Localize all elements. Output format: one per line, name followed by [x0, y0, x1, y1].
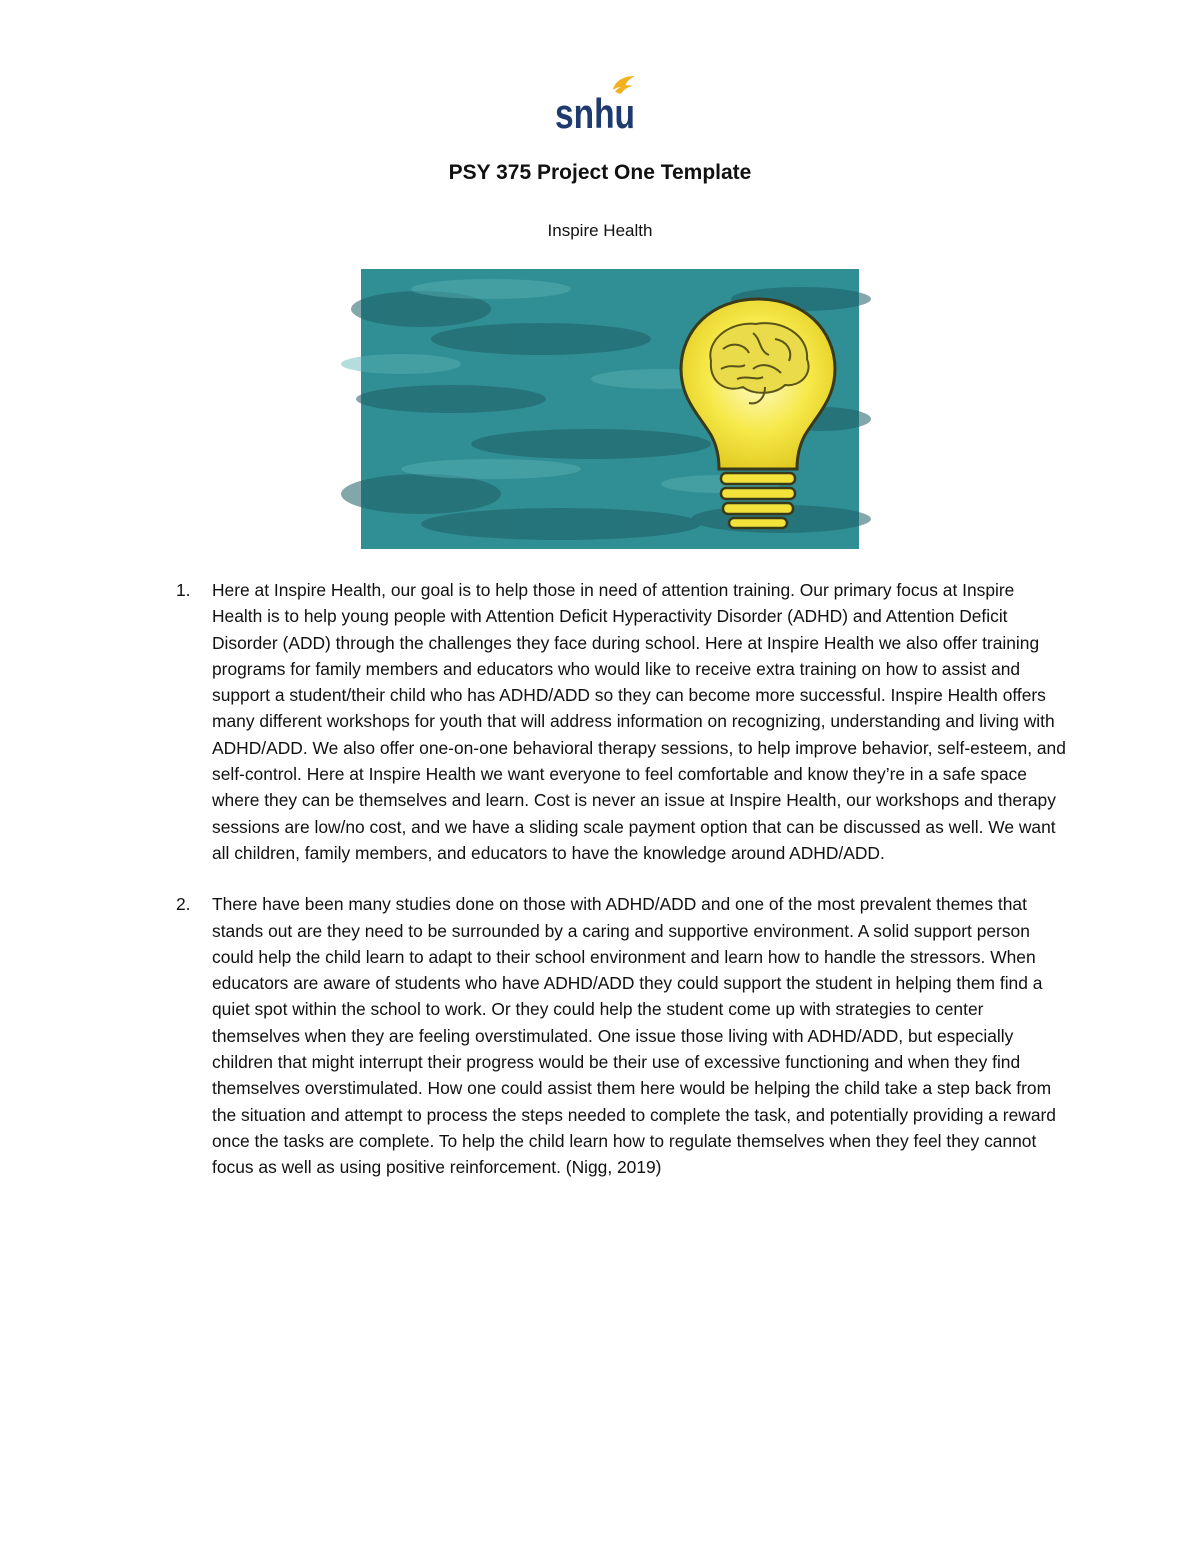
list-item-text: There have been many studies done on those with ADHD/ADD and one of the most prevalent themes that stands out are they need to be surrounded by a caring and supportive environment. A solid support person could help the child learn to adapt to their school environment and learn how to handle the stressors. When educators are aware of students who have ADHD/ADD they could support the student in helping them find a quiet spot within the school to work. Or they could help the student come up with strategies to center themselves when they are feeling overstimulated. One issue those living with ADHD/ADD, but especially children that might interrupt their progress would be their use of excessive functioning and when they find themselves overstimulated. How one could assist them here would be helping the child take a step back from the situation and attempt to process the steps needed to complete the task, and potentially providing a reward once the tasks are complete. To help the child learn how to regulate themselves when they feel they cannot focus as well as using positive reinforcement. (Nigg, 2019): [212, 894, 1056, 1178]
list-item-number: 2.: [176, 894, 191, 915]
organization-name: Inspire Health: [547, 221, 653, 240]
snhu-logo: [553, 72, 643, 137]
list-item-number: 1.: [176, 580, 191, 600]
logo-wordmark: snhu: [555, 90, 635, 137]
list-item-text: Here at Inspire Health, our goal is to help those in need of attention training. Our primary focus at Inspire Health is to help young people with Attention Deficit Hyperactivity Disorder (ADHD) and Attention Deficit Disorder (ADD) through the challenges they face during school. Here at Inspire Health we also offer training programs for family members and educators who would like to receive extra training on how to assist and support a student/their child who has ADHD/ADD so they can become more successful. Inspire Health offers many different workshops for youth that will address information on recognizing, understanding and living with ADHD/ADD. We also offer one-on-one behavioral therapy sessions, to help improve behavior, self-esteem, and self-control. Here at Inspire Health we want everyone to feel comfortable and know they’re in a safe space where they can be themselves and learn. Cost is never an issue at Inspire Health, our workshops and therapy sessions are low/no cost, and we have a sliding scale payment option that can be discussed as well. We want all children, family members, and educators to have the knowledge around ADHD/ADD.: [212, 580, 1066, 863]
document-title: PSY 375 Project One Template: [448, 161, 752, 184]
content-list: [176, 577, 1066, 1206]
list-item: [176, 577, 1066, 866]
list-item: [176, 891, 1066, 1180]
lightbulb-brain-image: [361, 269, 859, 549]
